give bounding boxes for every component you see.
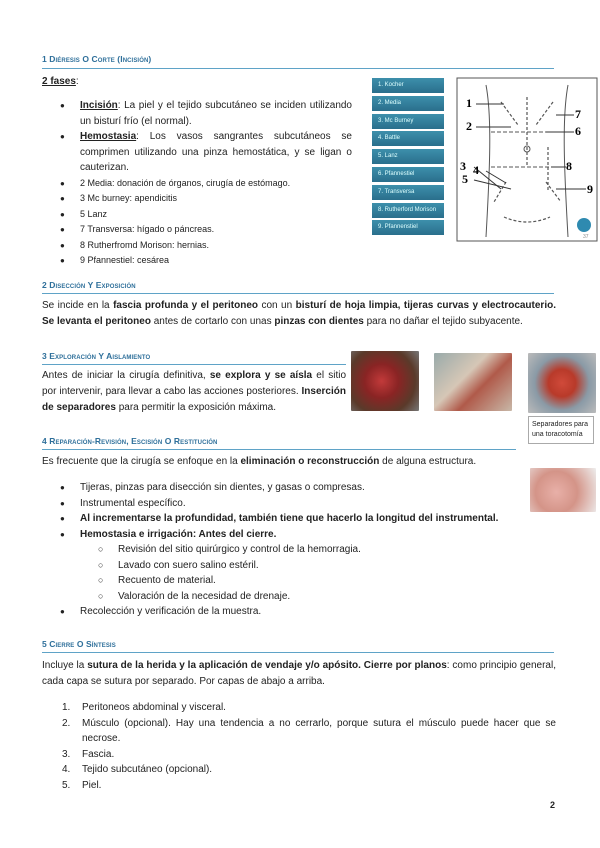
list-item: ● Hemostasia e irrigación: Antes del cierre. <box>60 527 530 543</box>
wound-photo <box>530 468 596 512</box>
list-item: 5. Piel. <box>62 779 102 791</box>
list-item: ● 9 Pfannestiel: cesárea <box>60 253 352 269</box>
diagram-label: 2 <box>466 119 472 133</box>
surgery-photo-1 <box>351 351 419 411</box>
list-item: ● 7 Transversa: hígado o páncreas. <box>60 222 352 238</box>
section-4-paragraph: Es frecuente que la cirugía se enfoque en la eliminación o reconstrucción de alguna estructura. <box>42 456 477 467</box>
nav-dot[interactable] <box>577 218 591 232</box>
list-item: 2. Músculo (opcional). Hay una tendencia a no cerrarlo, porque sutura el músculo puede hacer que se necrose. <box>62 717 556 744</box>
list-item: ● Incisión: La piel y el tejido subcutáneo se inciden utilizando un bisturí frío (el normal). <box>60 98 352 129</box>
list-item: ● 3 Mc burney: apendicitis <box>60 191 352 207</box>
list-item: ○ Valoración de la necesidad de drenaje. <box>98 589 518 605</box>
retractor-photo <box>528 353 596 413</box>
list-item: ● Recolección y verificación de la muestra. <box>60 604 530 620</box>
section-2-paragraph: Se incide en la fascia profunda y el peritoneo con un bisturí de hoja limpia, tijeras curvas y electrocauterio. Se levanta el peritoneo antes de cortarlo con unas pinzas con dientes para no dañar el tejido subyacente. <box>42 300 556 327</box>
retractor-caption: Separadores para una toracotomía <box>528 416 594 444</box>
section-5-title: 5 Cierre O Síntesis <box>42 639 116 649</box>
section-4-rule <box>42 449 516 450</box>
list-item: ○ Lavado con suero salino estéril. <box>98 558 518 574</box>
list-item: 3. Fascia. <box>62 748 115 760</box>
section-1-title: 1 Diéresis O Corte (Incisión) <box>42 54 152 64</box>
list-item: ● Tijeras, pinzas para disección sin dientes, y gasas o compresas. <box>60 480 530 496</box>
section-5-rule <box>42 652 554 653</box>
section-4-title: 4 Reparación-Revisión, Escisión O Restitución <box>42 436 218 446</box>
list-item: ● Hemostasia: Los vasos sangrantes subcutáneos se comprimen utilizando una pinza hemostática, y se ligan o cauterizan. <box>60 129 352 176</box>
list-item: ● 5 Lanz <box>60 207 352 223</box>
section-4-sublist <box>98 542 518 604</box>
section-5-list <box>62 700 556 793</box>
menu-item: 7. Transversa <box>372 185 444 200</box>
diagram-label: 3 <box>460 159 466 173</box>
diagram-label: 4 <box>473 163 479 177</box>
section-4-list-end <box>60 604 530 620</box>
list-item: ○ Revisión del sitio quirúrgico y control de la hemorragia. <box>98 542 518 558</box>
side-label: 37 <box>583 234 589 240</box>
list-item: ● 8 Rutherfromd Morison: hernias. <box>60 238 352 254</box>
menu-item: 5. Lanz <box>372 149 444 164</box>
diagram-label: 9 <box>587 182 593 196</box>
section-5-paragraph: Incluye la sutura de la herida y la aplicación de vendaje y/o apósito. Cierre por planos: como principio general, cada capa se sutura por separado. Por capas de abajo a arriba. <box>42 660 556 687</box>
page-number: 2 <box>550 800 556 810</box>
section-3-paragraph: Antes de iniciar la cirugía definitiva, se explora y se aísla el sitio por intervenir, para llevar a cabo las acciones posteriores. Inserción de separadores para permitir la exposición máxima. <box>42 370 347 413</box>
list-item: ○ Recuento de material. <box>98 573 518 589</box>
incision-menu <box>372 78 444 238</box>
incision-diagram <box>456 77 598 242</box>
diagram-label: 6 <box>575 124 581 138</box>
menu-item: 8. Rutherford Morison <box>372 203 444 218</box>
section-1-list <box>60 98 352 269</box>
list-item: 4. Tejido subcutáneo (opcional). <box>62 764 213 775</box>
list-item: ● 2 Media: donación de órganos, cirugía de estómago. <box>60 176 352 192</box>
fases-label: 2 fases <box>42 76 76 87</box>
section-4-list <box>60 480 530 542</box>
menu-item: 1. Kocher <box>372 78 444 93</box>
diagram-label: 5 <box>462 172 468 186</box>
section-3-rule <box>42 364 346 365</box>
menu-item: 4. Battle <box>372 131 444 146</box>
diagram-label: 8 <box>566 159 572 173</box>
section-1-rule <box>42 68 554 69</box>
section-3-title: 3 Exploración Y Aislamiento <box>42 351 151 361</box>
surgery-photo-2 <box>434 353 512 411</box>
menu-item: 9. Pfannenstiel <box>372 220 444 235</box>
section-2-title: 2 Disección Y Exposición <box>42 280 136 290</box>
diagram-label: 1 <box>466 96 472 110</box>
list-item: ● Instrumental específico. <box>60 496 530 512</box>
list-item: ● Al incrementarse la profundidad, también tiene que hacerlo la longitud del instrumental. <box>60 511 530 527</box>
diagram-label: 7 <box>575 107 581 121</box>
section-2-rule <box>42 293 554 294</box>
fases-heading: 2 fases: <box>42 76 79 87</box>
menu-item: 3. Mc Burney <box>372 114 444 129</box>
menu-item: 2. Media <box>372 96 444 111</box>
menu-item: 6. Pfannestiel <box>372 167 444 182</box>
list-item: 1. Peritoneos abdominal y visceral. <box>62 702 226 713</box>
